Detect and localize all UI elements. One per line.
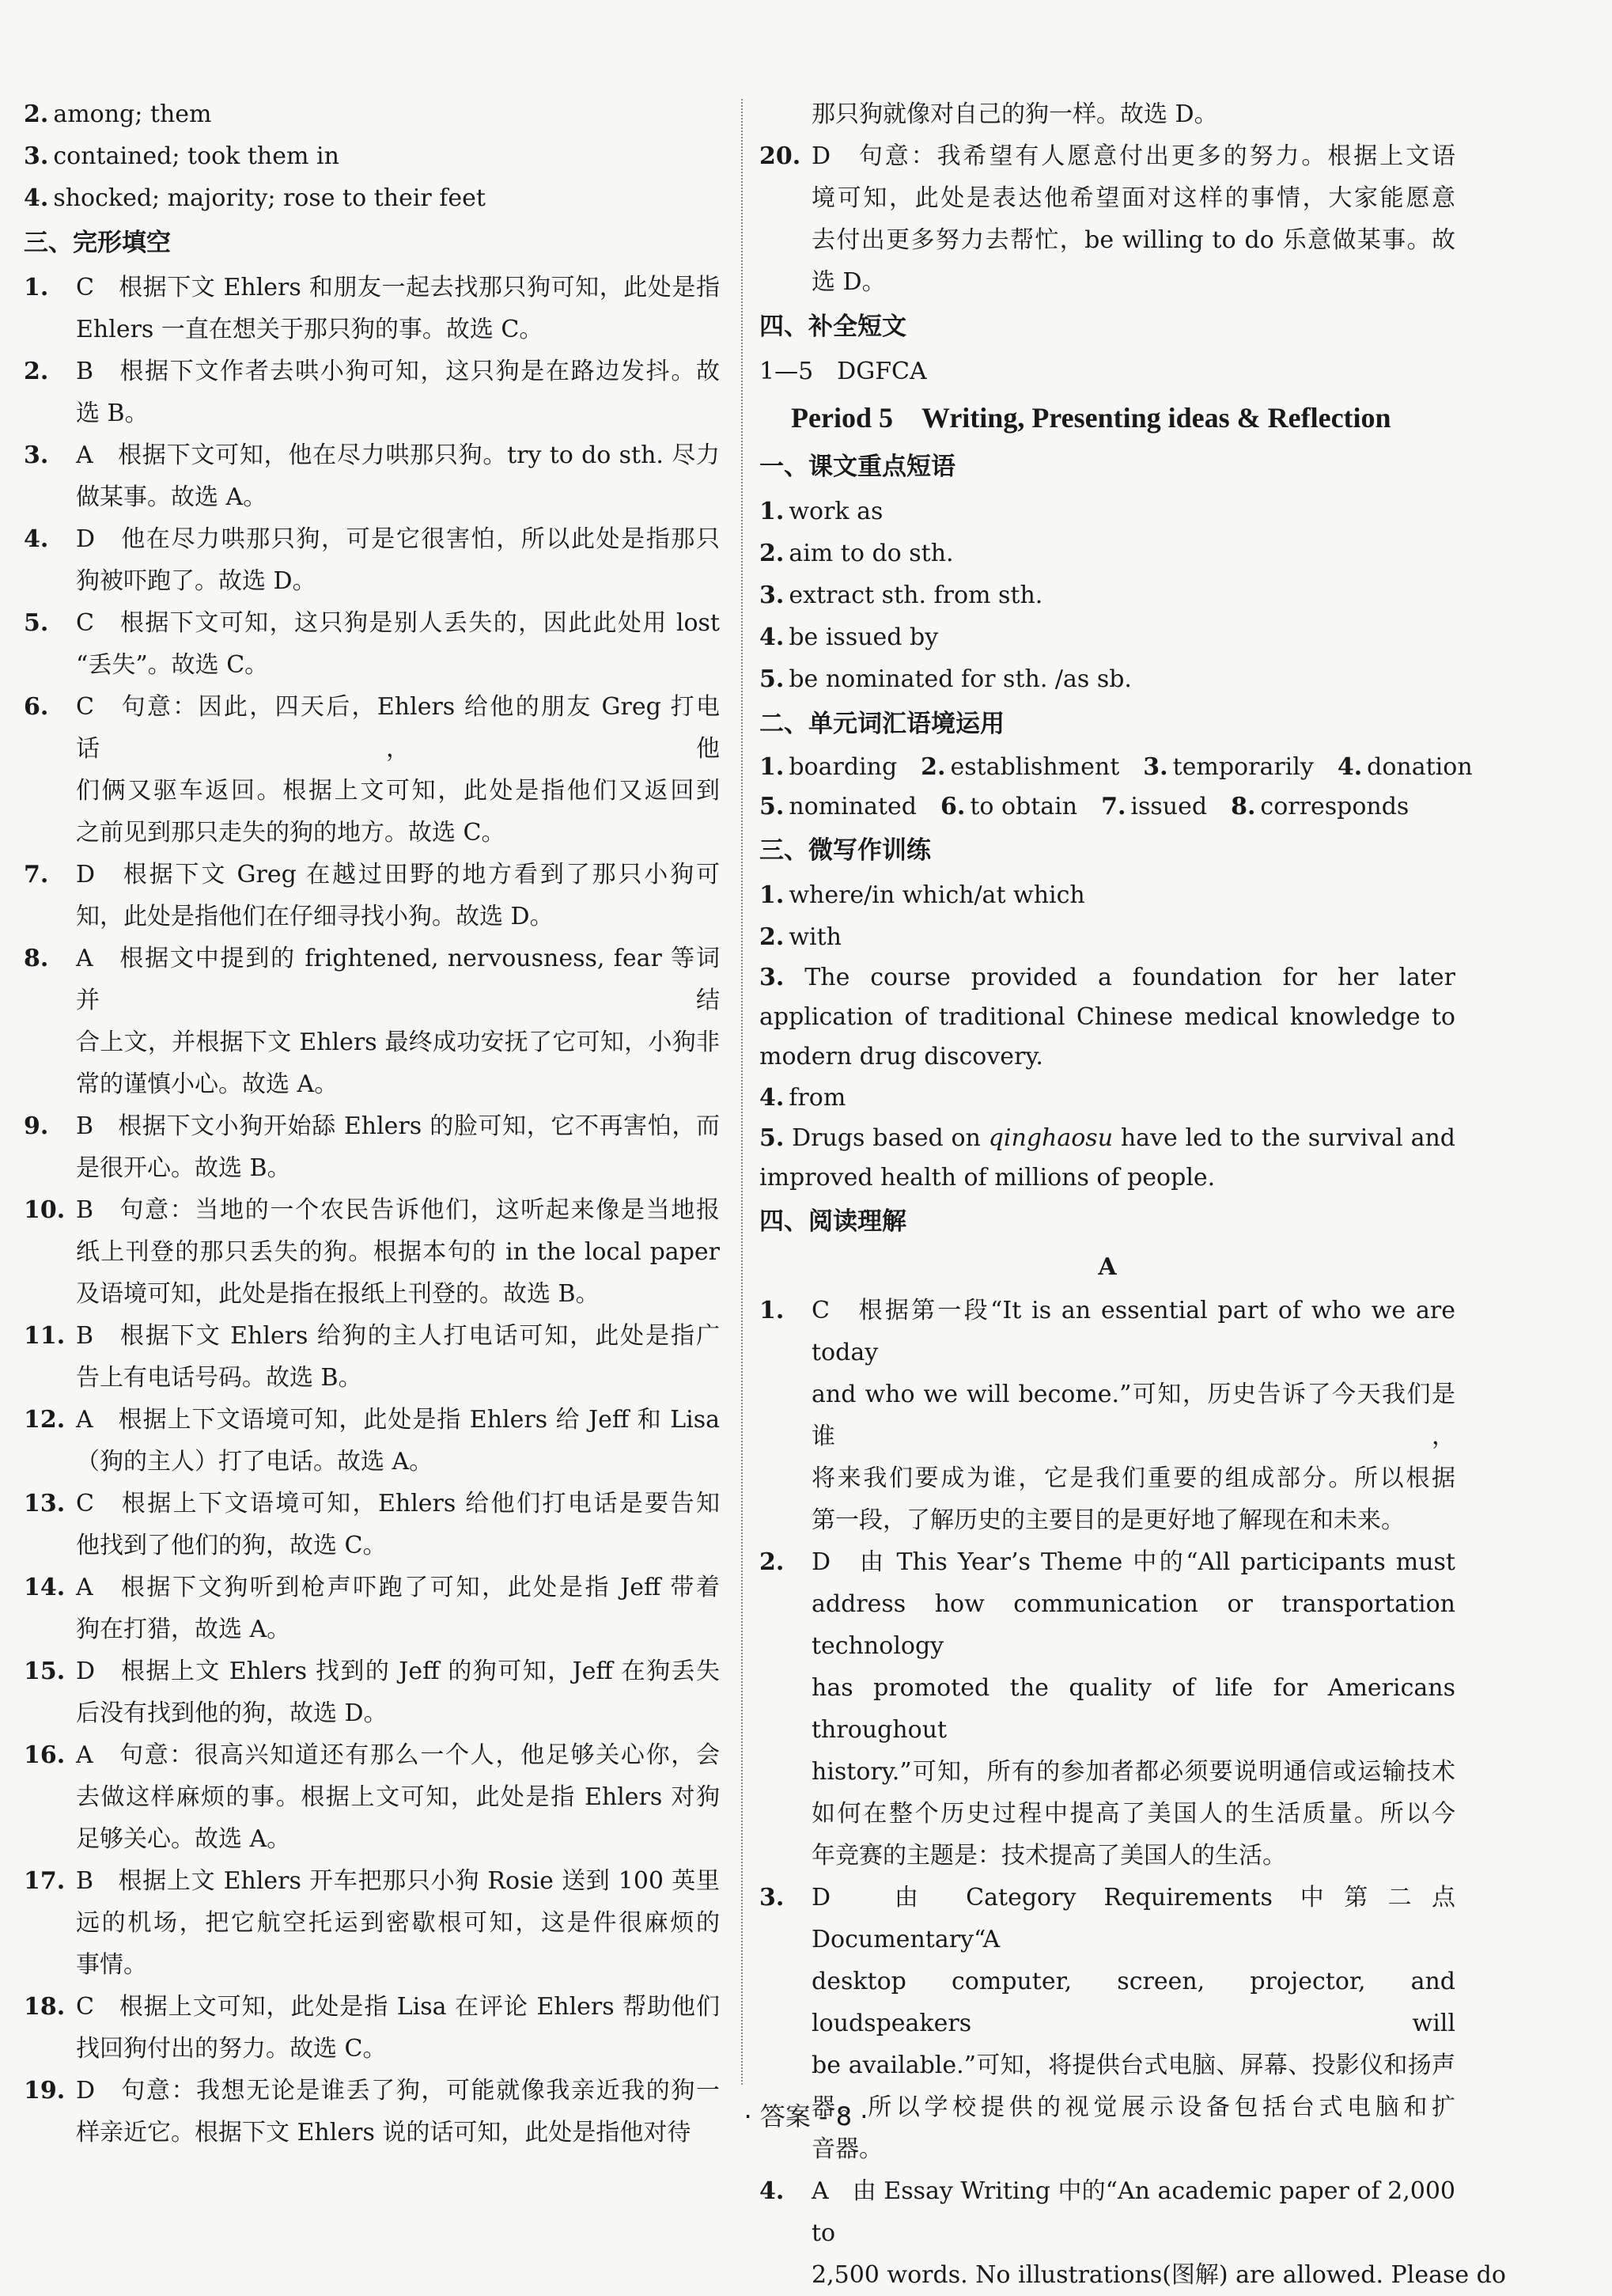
item-number: 6. xyxy=(940,793,966,820)
page-footer: · 答案 - 8 · xyxy=(744,2101,868,2131)
item-line: 音器。 xyxy=(812,2135,883,2163)
item-text: be nominated for sth. /as sb. xyxy=(789,665,1132,693)
item-text: issued xyxy=(1130,793,1208,820)
section-title-phrases: 一、课文重点短语 xyxy=(759,453,955,481)
item-number: 11. xyxy=(24,1322,66,1350)
item-line: 去付出更多努力去帮忙，be willing to do 乐意做某事。故 xyxy=(812,226,1455,254)
item-line: D 句意：我希望有人愿意付出更多的努力。根据上文语 xyxy=(812,142,1455,170)
item-number: 8. xyxy=(1231,793,1256,820)
completion-answer: 1—5 DGFCA xyxy=(759,358,927,385)
cloze-item xyxy=(24,1860,720,1986)
cloze-item xyxy=(24,602,720,686)
item-number: 4. xyxy=(24,184,49,212)
phrase-item xyxy=(759,491,1455,532)
answer-item xyxy=(24,177,720,219)
item-number: 7. xyxy=(24,861,49,888)
item-line: be available.”可知，将提供台式电脑、屏幕、投影仪和扬声 xyxy=(812,2052,1455,2079)
phrase-item xyxy=(759,658,1455,700)
item-line: 常的谨慎小心。故选 A。 xyxy=(76,1070,339,1098)
item-line: 告上有电话号码。故选 B。 xyxy=(76,1364,362,1392)
item-text: with xyxy=(789,923,842,951)
item-text: temporarily xyxy=(1172,753,1314,781)
vocab-item xyxy=(1338,748,1473,787)
item-number: 3. xyxy=(24,142,49,170)
item-text: boarding xyxy=(789,753,898,781)
item-line: 事情。 xyxy=(76,1951,147,1979)
cloze-item xyxy=(24,1567,720,1650)
left-column xyxy=(24,93,720,2154)
item-number: 8. xyxy=(24,945,49,972)
item-number: 16. xyxy=(24,1741,66,1769)
cloze-item xyxy=(759,135,1455,303)
item-line: B 根据上文 Ehlers 开车把那只小狗 Rosie 送到 100 英里 xyxy=(76,1867,720,1895)
cloze-item xyxy=(24,854,720,938)
item-number: 10. xyxy=(24,1196,66,1224)
item-line: has promoted the quality of life for Americans throughout xyxy=(812,1674,1455,1744)
item-line: 第一段，了解历史的主要目的是更好地了解现在和未来。 xyxy=(812,1506,1405,1534)
item-number: 20. xyxy=(759,142,801,170)
item-text: to obtain xyxy=(970,793,1078,820)
item-line: D 他在尽力哄那只狗，可是它很害怕，所以此处是指那只 xyxy=(76,525,720,553)
item-number: 3. xyxy=(759,964,785,991)
item-line: D 根据下文 Greg 在越过田野的地方看到了那只小狗可 xyxy=(76,861,720,888)
item-line: 境可知，此处是表达他希望面对这样的事情，大家能愿意 xyxy=(812,184,1455,212)
item-line: 狗在打猎，故选 A。 xyxy=(76,1616,291,1643)
item-line: 他找到了他们的狗，故选 C。 xyxy=(76,1532,387,1559)
item-text: Drugs based on xyxy=(784,1124,989,1152)
item-text: extract sth. from sth. xyxy=(789,582,1043,609)
item-text: establishment xyxy=(950,753,1120,781)
item-number: 4. xyxy=(759,1084,785,1112)
item-line: history.”可知，所有的参加者都必须要说明通信或运输技术 xyxy=(812,1758,1455,1786)
item-line: 之前见到那只走失的狗的地方。故选 C。 xyxy=(76,819,505,847)
item-number: 9. xyxy=(24,1112,49,1140)
item-text: be issued by xyxy=(789,623,939,651)
item-number: 1. xyxy=(759,498,785,525)
cloze-item xyxy=(24,1734,720,1860)
section-title-writing: 三、微写作训练 xyxy=(759,836,931,865)
item-line: A 根据下文可知，他在尽力哄那只狗。try to do sth. 尽力 xyxy=(76,441,720,469)
item-number: 2. xyxy=(24,358,49,385)
item-text: have led to the survival and improved health of millions of people. xyxy=(759,1124,1455,1192)
item-number: 5. xyxy=(759,1124,785,1152)
reading-item xyxy=(759,1290,1455,1541)
cloze-item xyxy=(24,518,720,602)
item-line: 合上文，并根据下文 Ehlers 最终成功安抚了它可知，小狗非 xyxy=(76,1029,720,1056)
cloze-item xyxy=(24,1650,720,1734)
item-line: B 根据下文小狗开始舔 Ehlers 的脸可知，它不再害怕，而 xyxy=(76,1112,720,1140)
item-line: C 根据第一段“It is an essential part of who we are today xyxy=(812,1297,1455,1366)
item-number: 18. xyxy=(24,1993,66,2021)
item-line: A 根据下文狗听到枪声吓跑了可知，此处是指 Jeff 带着 xyxy=(76,1574,720,1601)
item-line: 去做这样麻烦的事。根据上文可知，此处是指 Ehlers 对狗 xyxy=(76,1783,720,1811)
writing-item xyxy=(759,958,1455,1077)
period-title: Period 5 Writing, Presenting ideas & Reflection xyxy=(791,402,1391,434)
item-number: 2. xyxy=(759,1548,785,1576)
item-line: A 根据上下文语境可知，此处是指 Ehlers 给 Jeff 和 Lisa xyxy=(76,1406,720,1434)
item-line: A 根据文中提到的 frightened, nervousness, fear 等词并结 xyxy=(76,945,720,1014)
item-number: 5. xyxy=(759,665,785,693)
section-title-reading: 四、阅读理解 xyxy=(759,1207,906,1236)
item-line: address how communication or transportation technology xyxy=(812,1590,1455,1660)
vocab-item xyxy=(1231,787,1409,827)
vocab-row xyxy=(759,787,1455,827)
item-line: （狗的主人）打了电话。故选 A。 xyxy=(76,1448,433,1476)
item-line: A 由 Essay Writing 中的“An academic paper of 2,000 to xyxy=(812,2177,1455,2247)
cloze-item xyxy=(24,1399,720,1483)
item-line: 远的机场，把它航空托运到密歇根可知，这是件很麻烦的 xyxy=(76,1909,720,1937)
item-text: corresponds xyxy=(1260,793,1410,820)
item-number: 1. xyxy=(759,881,785,909)
item-line: Ehlers 一直在想关于那只狗的事。故选 C。 xyxy=(76,316,543,343)
vocab-row xyxy=(759,748,1473,787)
phrase-item xyxy=(759,616,1455,658)
item-number: 12. xyxy=(24,1406,66,1434)
item-line: B 根据下文作者去哄小狗可知，这只狗是在路边发抖。故 xyxy=(76,358,720,385)
item-number: 5. xyxy=(759,793,785,820)
item-line: 是很开心。故选 B。 xyxy=(76,1154,291,1182)
vocab-item xyxy=(759,748,897,787)
item-number: 5. xyxy=(24,609,49,637)
item-text: from xyxy=(789,1084,846,1112)
item-line: D 根据上文 Ehlers 找到的 Jeff 的狗可知，Jeff 在狗丢失 xyxy=(76,1658,720,1685)
item-text: aim to do sth. xyxy=(789,540,954,567)
cloze-item xyxy=(24,350,720,434)
writing-item xyxy=(759,916,1455,958)
section-title-completion: 四、补全短文 xyxy=(759,313,906,341)
item-text: donation xyxy=(1367,753,1473,781)
item-line: 选 B。 xyxy=(76,400,149,427)
item-text: among; them xyxy=(53,100,212,128)
item-line: desktop computer, screen, projector, and loudspeakers will xyxy=(812,1968,1455,2037)
item-line: 将来我们要成为谁，它是我们重要的组成部分。所以根据 xyxy=(812,1464,1455,1492)
cloze-item xyxy=(24,1483,720,1567)
item-number: 4. xyxy=(1337,753,1363,781)
item-number: 4. xyxy=(24,525,49,553)
cloze-item xyxy=(24,1189,720,1315)
item-number: 6. xyxy=(24,693,49,721)
item-number: 4. xyxy=(759,2177,785,2205)
item-line: D 句意：我想无论是谁丢了狗，可能就像我亲近我的狗一 xyxy=(76,2077,720,2105)
vocab-item xyxy=(759,787,917,827)
item-line: 纸上刊登的那只丢失的狗。根据本句的 in the local paper xyxy=(76,1238,720,1266)
item-number: 1. xyxy=(24,274,49,301)
cloze-item xyxy=(24,1986,720,2070)
item-line: C 根据上文可知，此处是指 Lisa 在评论 Ehlers 帮助他们 xyxy=(76,1993,720,2021)
item-line: C 根据下文可知，这只狗是别人丢失的，因此此处用 lost xyxy=(76,609,720,637)
item-line: and who we will become.”可知，历史告诉了今天我们是谁， xyxy=(812,1381,1455,1450)
item-line: 知，此处是指他们在仔细寻找小狗。故选 D。 xyxy=(76,903,554,930)
item-line: 后没有找到他的狗，故选 D。 xyxy=(76,1699,388,1727)
item-line: 选 D。 xyxy=(812,268,886,296)
item-line: B 根据下文 Ehlers 给狗的主人打电话可知，此处是指广 xyxy=(76,1322,720,1350)
item-number: 1. xyxy=(759,1297,785,1324)
item-text: where/in which/at which xyxy=(789,881,1085,909)
item-number: 3. xyxy=(759,1884,785,1911)
item-number: 3. xyxy=(759,582,785,609)
item-line: B 句意：当地的一个农民告诉他们，这听起来像是当地报 xyxy=(76,1196,720,1224)
item-text: The course provided a foundation for her later application of traditional Chinese medical knowledge to modern drug discovery. xyxy=(759,964,1455,1070)
item-number: 4. xyxy=(759,623,785,651)
item-line: 们俩又驱车返回。根据上文可知，此处是指他们又返回到 xyxy=(76,777,720,805)
item-number: 2. xyxy=(759,540,785,567)
item-number: 2. xyxy=(24,100,49,128)
item-number: 1. xyxy=(759,753,785,781)
item-line: 2,500 words. No illustrations(图解) are allowed. Please do xyxy=(812,2261,1506,2289)
cloze-item xyxy=(24,1105,720,1189)
writing-item xyxy=(759,1119,1455,1198)
item-line: 做某事。故选 A。 xyxy=(76,483,267,511)
answer-item xyxy=(24,93,720,135)
vocab-item xyxy=(921,748,1119,787)
vocab-item xyxy=(1143,748,1314,787)
item-number: 17. xyxy=(24,1867,66,1895)
item-line: 如何在整个历史过程中提高了美国人的生活质量。所以今 xyxy=(812,1800,1455,1828)
item-line: C 根据上下文语境可知，Ehlers 给他们打电话是要告知 xyxy=(76,1490,720,1517)
section-title-cloze: 三、完形填空 xyxy=(24,229,171,257)
item-line: “丢失”。故选 C。 xyxy=(76,651,269,679)
item-line: 狗被吓跑了。故选 D。 xyxy=(76,567,316,595)
item-line: 器。所以学校提供的视觉展示设备包括台式电脑和扩 xyxy=(812,2093,1455,2121)
writing-item xyxy=(759,874,1455,916)
cloze-item xyxy=(24,938,720,1105)
item-line: C 句意：因此，四天后，Ehlers 给他的朋友 Greg 打电话，他 xyxy=(76,693,720,763)
item-text: work as xyxy=(789,498,884,525)
cloze-item xyxy=(24,434,720,518)
reading-item xyxy=(759,1541,1455,1877)
item-continuation: 那只狗就像对自己的狗一样。故选 D。 xyxy=(812,100,1218,128)
item-text-italic: qinghaosu xyxy=(988,1124,1114,1152)
item-line: A 句意：很高兴知道还有那么一个人，他足够关心你，会 xyxy=(76,1741,720,1769)
item-number: 2. xyxy=(921,753,946,781)
item-number: 3. xyxy=(24,441,49,469)
item-number: 14. xyxy=(24,1574,66,1601)
vocab-item xyxy=(1101,787,1207,827)
item-line: C 根据下文 Ehlers 和朋友一起去找那只狗可知，此处是指 xyxy=(76,274,720,301)
writing-item xyxy=(759,1077,1455,1119)
cloze-item xyxy=(24,686,720,854)
item-line: D 由 Category Requirements 中第二点 Documentary“A xyxy=(812,1884,1455,1953)
answer-item xyxy=(24,135,720,177)
item-number: 13. xyxy=(24,1490,66,1517)
item-text: shocked; majority; rose to their feet xyxy=(53,184,486,212)
item-number: 15. xyxy=(24,1658,66,1685)
phrase-item xyxy=(759,532,1455,574)
reading-subtitle: A xyxy=(1098,1253,1117,1281)
item-text: contained; took them in xyxy=(53,142,339,170)
item-number: 7. xyxy=(1101,793,1126,820)
phrase-item xyxy=(759,574,1455,616)
item-number: 19. xyxy=(24,2077,66,2105)
item-number: 2. xyxy=(759,923,785,951)
item-line: 及语境可知，此处是指在报纸上刊登的。故选 B。 xyxy=(76,1280,600,1308)
vocab-item xyxy=(940,787,1077,827)
section-title-vocab: 二、单元词汇语境运用 xyxy=(759,710,1005,738)
item-line: 年竞赛的主题是：技术提高了美国人的生活。 xyxy=(812,1842,1286,1870)
cloze-item xyxy=(24,1315,720,1399)
reading-item xyxy=(759,2170,1506,2296)
item-line: 足够关心。故选 A。 xyxy=(76,1825,291,1853)
item-line: D 由 This Year’s Theme 中的“All participants must xyxy=(812,1548,1455,1576)
item-number: 3. xyxy=(1143,753,1168,781)
cloze-item xyxy=(24,267,720,350)
item-text: nominated xyxy=(789,793,917,820)
item-line: 找回狗付出的努力。故选 C。 xyxy=(76,2035,387,2063)
item-line: 样亲近它。根据下文 Ehlers 说的话可知，此处是指他对待 xyxy=(76,2119,691,2146)
right-column xyxy=(759,93,1506,2296)
column-divider xyxy=(741,99,743,2085)
